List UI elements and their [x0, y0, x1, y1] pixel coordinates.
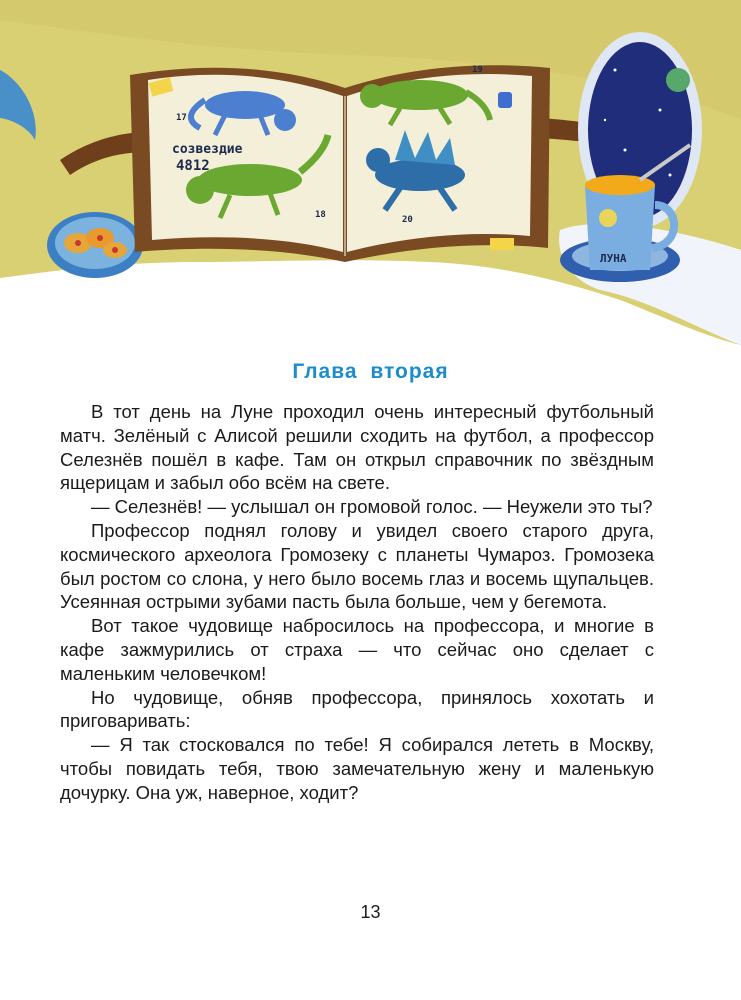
paragraph: Вот такое чудовище набросилось на профессора, и многие в кафе зажмурились от страха — что сейчас оно сделает с маленьким человечком! — [60, 615, 654, 684]
book-label-constellation: созвездие — [172, 142, 243, 157]
chapter-title: Глава вторая — [292, 360, 449, 383]
paragraph: В тот день на Луне проходил очень интересный футбольный матч. Зелёный с Алисой решили сходить на футбол, а профессор Селезнёв пошёл в кафе. Там он открыл справочник по звёздным ящерицам и забыл обо всём на свете. — [60, 401, 654, 494]
open-book — [130, 65, 550, 262]
header-illustration — [0, 0, 741, 345]
page-number: 13 — [360, 902, 381, 922]
cookie-plate — [47, 212, 143, 278]
paragraph: — Селезнёв! — услышал он громовой голос. — Неужели это ты? — [91, 496, 653, 518]
paragraph: — Я так стосковался по тебе! Я собирался лететь в Москву, чтобы повидать тебя, твою замечательную жену и маленькую дочурку. Она уж, наверное, ходит? — [60, 734, 654, 803]
page-mark-17: 17 — [176, 113, 187, 123]
page-mark-20: 20 — [402, 215, 413, 225]
page-mark-19: 19 — [472, 65, 483, 75]
paragraph: Профессор поднял голову и увидел своего старого друга, космического археолога Громозеку с планеты Чумароз. Громозека был ростом со слона, у него было восемь глаз и восемь щупальцев. Усеянная острыми зубами пасть была больше, чем у бегемота. — [60, 519, 654, 613]
mug-label: ЛУНА — [600, 252, 627, 265]
page-mark-18: 18 — [315, 210, 326, 220]
paragraph: Но чудовище, обняв профессора, принялось хохотать и приговаривать: — [60, 686, 654, 732]
book-label-number: 4812 — [176, 158, 210, 174]
chapter-text — [60, 400, 654, 805]
